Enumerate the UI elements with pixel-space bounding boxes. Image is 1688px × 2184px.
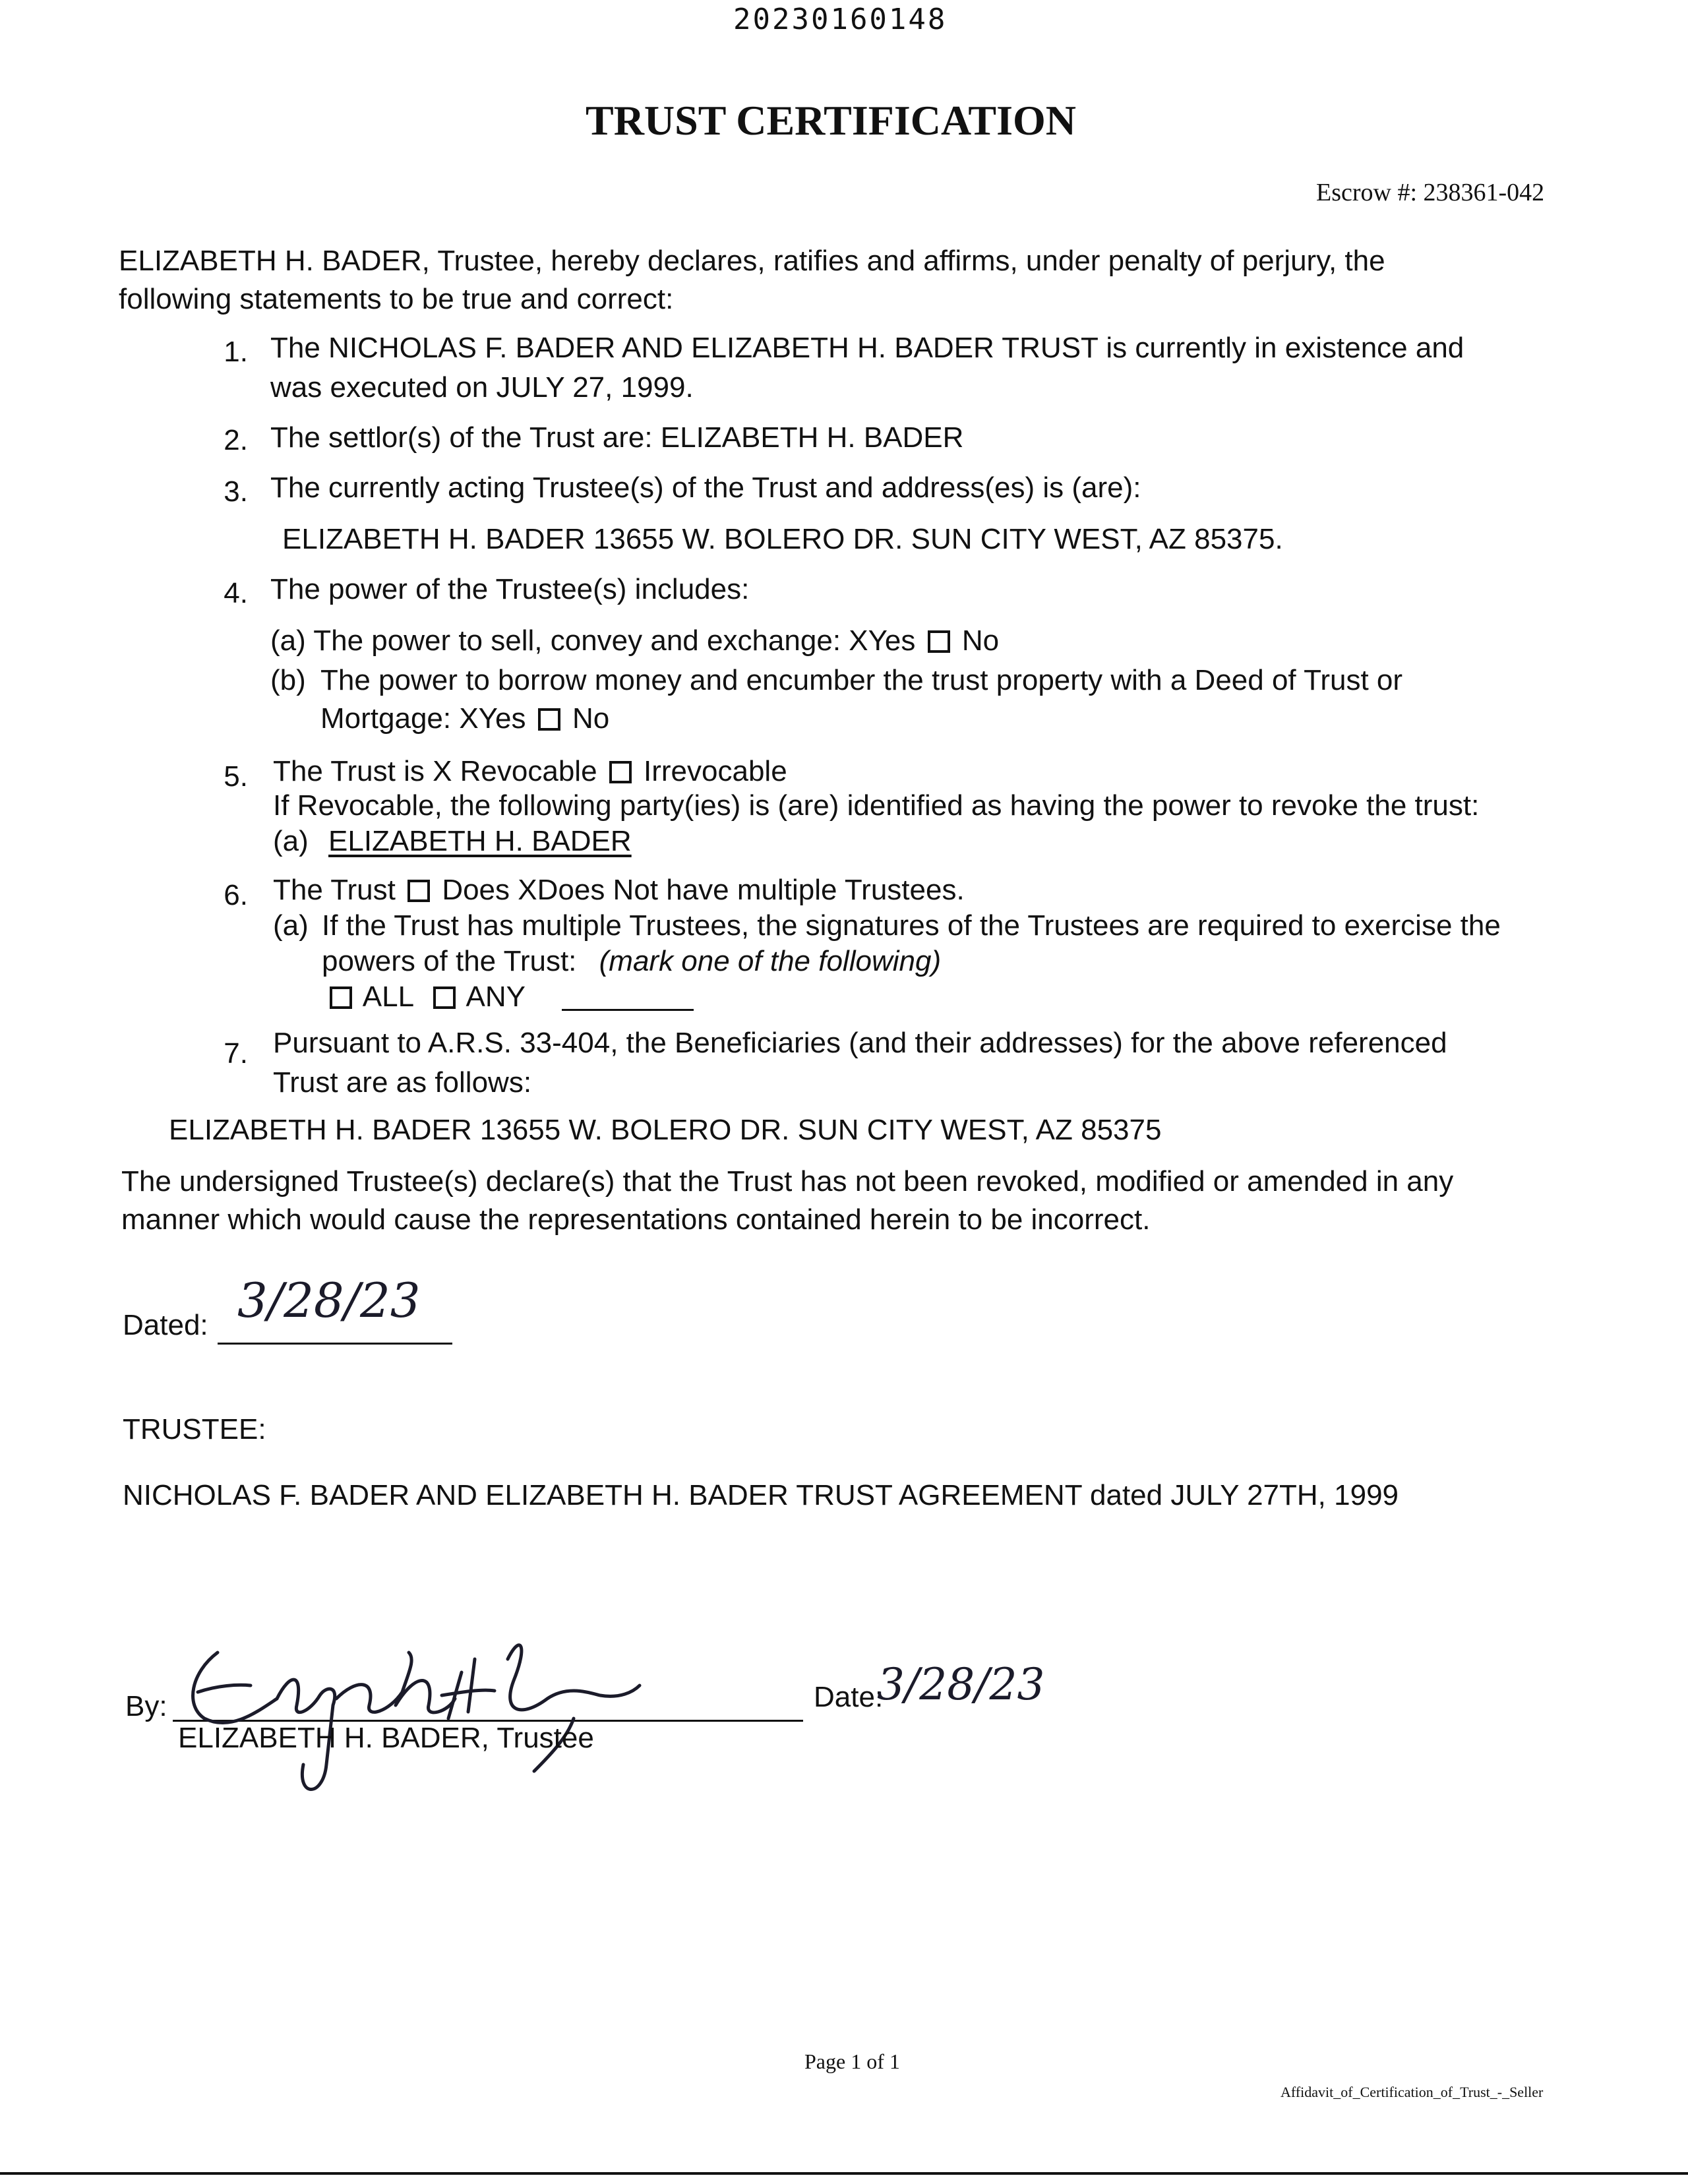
item-6-number: 6. [224, 879, 248, 911]
item-5-number: 5. [224, 760, 248, 793]
item-3-address: ELIZABETH H. BADER 13655 W. BOLERO DR. SUN CITY WEST, AZ 85375. [282, 523, 1283, 555]
item-1-line-1: The NICHOLAS F. BADER AND ELIZABETH H. BADER TRUST is currently in existence and [270, 332, 1464, 364]
signature-graphic [178, 1633, 679, 1804]
item-5-text: The Trust is X Revocable [273, 755, 597, 787]
item-6-text: The Trust [273, 874, 396, 906]
item-4b-line-1: The power to borrow money and encumber the trust property with a Deed of Trust or [320, 664, 1403, 696]
declaration-line-2: manner which would cause the representations contained herein to be incorrect. [121, 1203, 1151, 1236]
item-5-row [273, 753, 787, 790]
escrow-number: 238361-042 [1423, 179, 1545, 206]
item-3-number: 3. [224, 475, 248, 508]
item-1-line-2: was executed on JULY 27, 1999. [270, 371, 694, 404]
item-2-number: 2. [224, 424, 248, 456]
page-bottom-rule [0, 2172, 1688, 2175]
item-4a-row [270, 622, 999, 659]
item-4b-line-2: Mortgage: XYes [320, 702, 526, 735]
any-checkbox[interactable] [433, 986, 456, 1009]
dated-handwritten: 3/28/23 [237, 1273, 421, 1328]
item-6a-row-2 [322, 943, 941, 980]
item-6a-options [330, 979, 526, 1016]
item-5a-row [273, 823, 632, 860]
any-label: ANY [466, 981, 526, 1013]
item-6a-hint: (mark one of the following) [599, 945, 942, 977]
escrow-line [1316, 178, 1544, 207]
item-5-irrevocable-checkbox[interactable] [609, 761, 632, 783]
item-5a-name: ELIZABETH H. BADER [328, 825, 632, 857]
declaration-line-1: The undersigned Trustee(s) declare(s) that the Trust has not been revoked, modified or amended in any [121, 1165, 1454, 1198]
item-5-irrevocable-label: Irrevocable [644, 755, 787, 787]
item-7-line-1: Pursuant to A.R.S. 33-404, the Beneficiaries (and their addresses) for the above referenced [273, 1027, 1447, 1059]
footer-filename: Affidavit_of_Certification_of_Trust_-_Seller [1281, 2084, 1544, 2100]
item-6a-line-2: powers of the Trust: [322, 945, 577, 977]
item-4b-label: (b) [270, 664, 306, 696]
escrow-label: Escrow #: [1316, 179, 1418, 206]
all-label: ALL [362, 981, 413, 1013]
page-title: TRUST CERTIFICATION [586, 97, 1076, 144]
trustee-agreement: NICHOLAS F. BADER AND ELIZABETH H. BADER TRUST AGREEMENT dated JULY 27TH, 1999 [123, 1479, 1399, 1511]
trustee-label: TRUSTEE: [123, 1413, 266, 1445]
item-2-text: The settlor(s) of the Trust are: ELIZABETH H. BADER [270, 421, 964, 454]
item-7-line-2: Trust are as follows: [273, 1066, 532, 1099]
item-4a-no-label: No [961, 624, 1000, 657]
signer-name: ELIZABETH H. BADER, Trustee [178, 1722, 594, 1754]
by-label: By: [125, 1690, 167, 1722]
item-5a-label: (a) [273, 825, 309, 857]
item-4a-no-checkbox[interactable] [928, 630, 950, 653]
item-3-text: The currently acting Trustee(s) of the Trust and address(es) is (are): [270, 471, 1141, 504]
item-6a-label: (a) [273, 909, 309, 942]
item-4b-row-2 [320, 700, 609, 737]
item-7-number: 7. [224, 1037, 248, 1070]
item-4a-text: The power to sell, convey and exchange: XYes [313, 624, 916, 657]
item-6-does-checkbox[interactable] [407, 880, 430, 902]
date-label: Date: [814, 1681, 884, 1713]
item-5-line-2: If Revocable, the following party(ies) is (are) identified as having the power to revoke the trust: [273, 789, 1480, 822]
intro-line-2: following statements to be true and correct: [119, 283, 674, 315]
item-6-does: Does XDoes Not have multiple Trustees. [442, 874, 965, 906]
dated-label: Dated: [123, 1309, 208, 1341]
item-4-text: The power of the Trustee(s) includes: [270, 573, 750, 605]
item-1-number: 1. [224, 336, 248, 368]
item-6-row [273, 872, 965, 909]
signature-date-handwritten: 3/28/23 [877, 1659, 1045, 1710]
dated-line [218, 1343, 452, 1345]
intro-line-1: ELIZABETH H. BADER, Trustee, hereby declares, ratifies and affirms, under penalty of perjury, the [119, 245, 1385, 277]
any-blank-line [562, 1009, 694, 1011]
item-6a-line-1: If the Trust has multiple Trustees, the signatures of the Trustees are required to exercise the [322, 909, 1501, 942]
item-4a-label: (a) [270, 624, 306, 657]
item-4-number: 4. [224, 577, 248, 609]
recording-number: 20230160148 [733, 3, 948, 36]
item-4b-no-checkbox[interactable] [538, 708, 560, 731]
beneficiary-address: ELIZABETH H. BADER 13655 W. BOLERO DR. SUN CITY WEST, AZ 85375 [169, 1114, 1162, 1146]
page-number: Page 1 of 1 [804, 2049, 900, 2073]
all-checkbox[interactable] [330, 986, 352, 1009]
item-4b-no-label: No [572, 702, 610, 735]
